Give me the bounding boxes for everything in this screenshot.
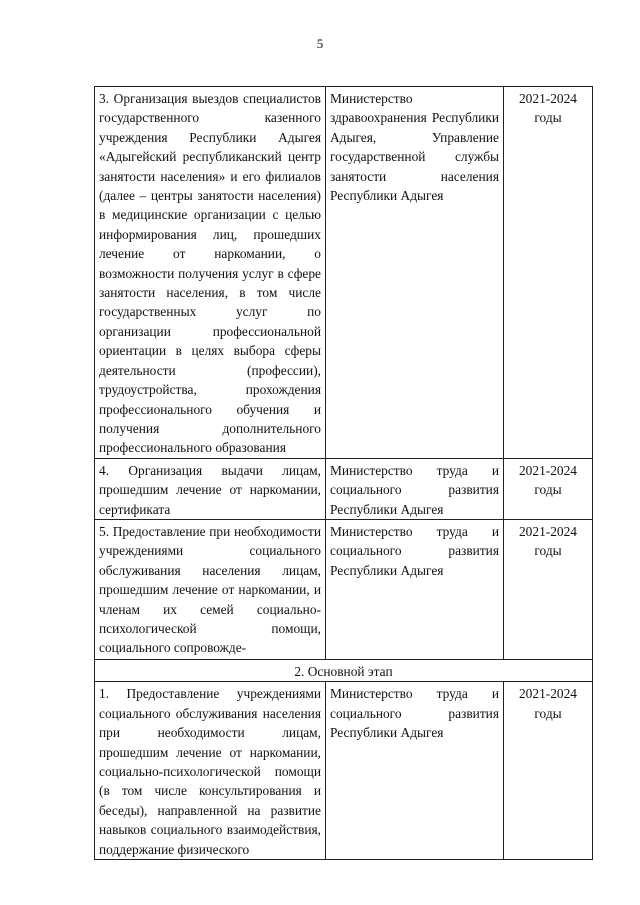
measure-description: 3. Организация выездов специалистов государственного казенного учреждения Республики Адыгея «Адыгейский республиканский центр занятости населения» и его филиалов (далее – центры занятости населения) в медицинские организации с целью информирования лиц, прошедших лечение от наркомании, о возможности получения услуг в сфере занятости населения, в том числе государственных услуг по организации профессиональной ориентации в целях выбора сферы деятельности (профессии), трудоустройства, прохождения профессионального обучения и получения дополнительного профессионального образования: [99, 91, 321, 456]
period: 2021-2024 годы: [518, 91, 578, 126]
section-row: [95, 659, 593, 681]
responsible-cell: [326, 87, 504, 459]
measure-description: 4. Организация выдачи лицам, прошедшим лечение от наркомании, сертификата: [99, 462, 321, 517]
period: 2021-2024 годы: [518, 686, 578, 721]
table-row: [95, 87, 593, 459]
measures-table: [94, 86, 593, 860]
table-row: [95, 519, 593, 659]
responsible-cell: [326, 682, 504, 860]
page-number: 5: [316, 36, 324, 51]
period: 2021-2024 годы: [518, 523, 578, 559]
measure-description-cell: [95, 87, 326, 459]
period-cell: [504, 87, 593, 459]
responsible-agencies: Министерство здравоохранения Республики Адыгея, Управление государственной службы занятости населения Республики Адыгея: [330, 91, 499, 204]
responsible-agencies: Министерство труда и социального развития Республики Адыгея: [330, 523, 499, 578]
responsible-agencies: Министерство труда и социального развития Республики Адыгея: [330, 686, 499, 741]
measure-description-cell: [95, 682, 326, 860]
table-row: [95, 458, 593, 519]
table-row: [95, 682, 593, 860]
section-title: 2. Основной этап: [95, 659, 593, 681]
period-cell: [504, 682, 593, 860]
responsible-cell: [326, 458, 504, 519]
responsible-cell: [326, 519, 504, 659]
measure-description: 1. Предоставление учреждениями социального обслуживания населения при необходимости лицам, прошедшим лечение от наркомании, социально-психологической помощи (в том числе консультирования и беседы), направленной на развитие навыков социального взаимодействия, поддержание физического: [99, 686, 321, 857]
responsible-agencies: Министерство труда и социального развития Республики Адыгея: [330, 462, 499, 517]
period-cell: [504, 519, 593, 659]
measure-description: 5. Предоставление при необходимости учреждениями социального обслуживания населения лицам, прошедшим лечение от наркомании, и членам их семей социально-психологической помощи, социального сопровожде-: [99, 523, 321, 656]
measure-description-cell: [95, 458, 326, 519]
period-cell: [504, 458, 593, 519]
period: 2021-2024 годы: [518, 462, 578, 498]
measure-description-cell: [95, 519, 326, 659]
